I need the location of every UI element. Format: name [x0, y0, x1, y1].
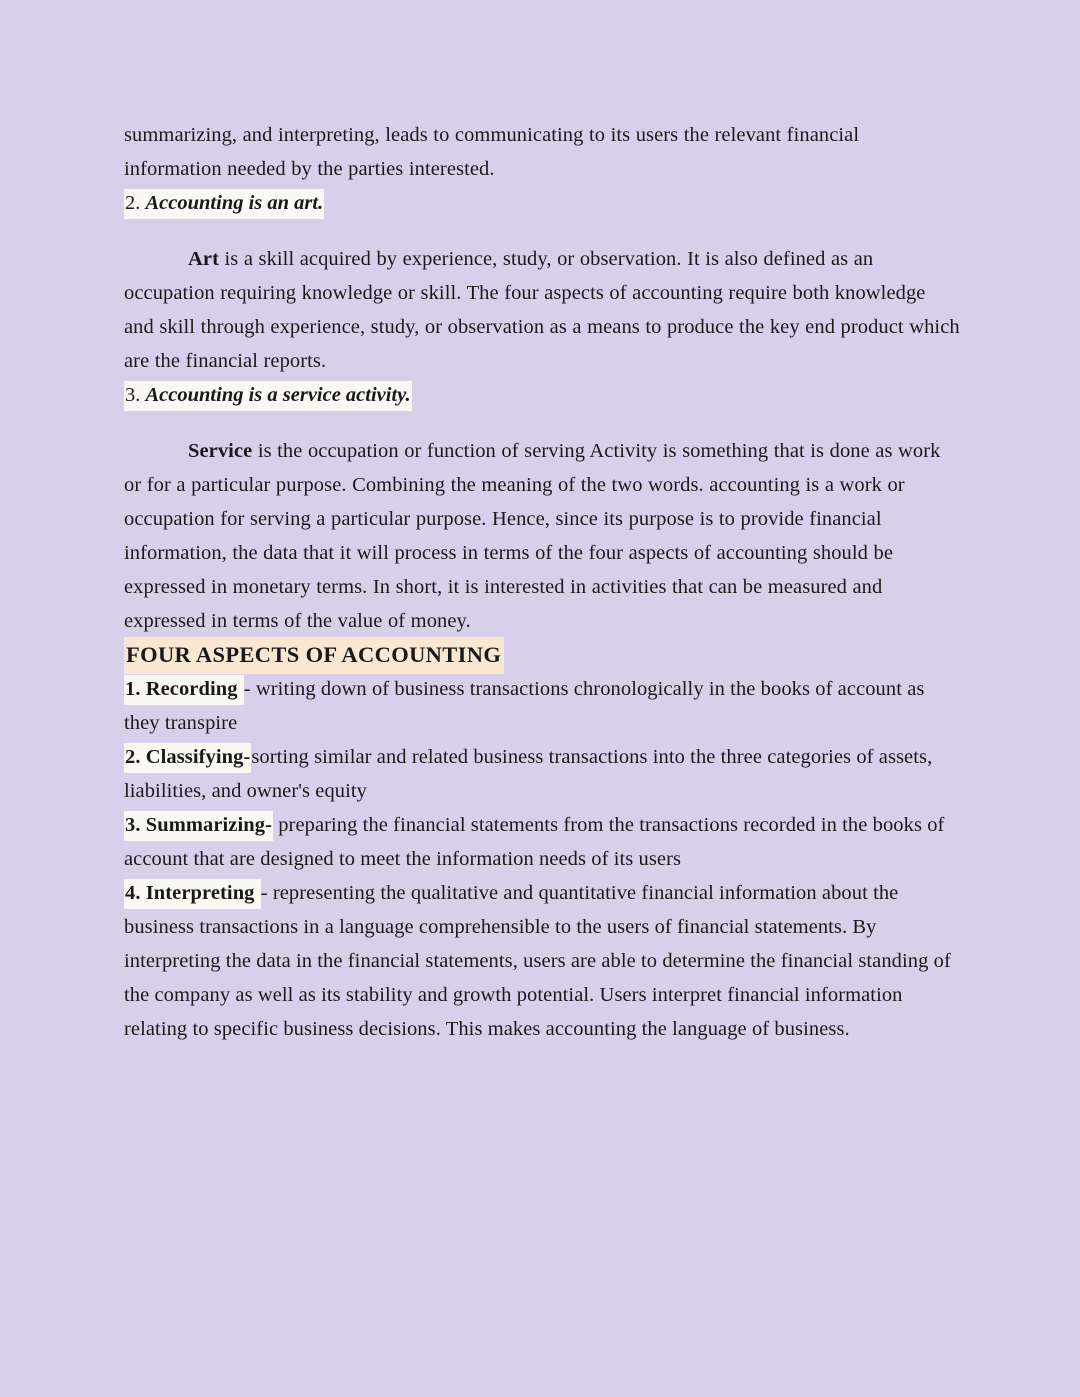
aspect-4-separator: -: [260, 882, 273, 904]
list-item: [124, 808, 960, 876]
subheading-accounting-is-an-art: [124, 186, 960, 220]
section-heading-four-aspects: [124, 638, 960, 672]
aspect-1-label: 1. Recording: [124, 675, 244, 705]
subheading-accounting-is-a-service-activity: [124, 378, 960, 412]
paragraph-art-lead: Art: [188, 248, 219, 270]
list-item: [124, 876, 960, 1046]
subheading-3-title: Accounting is a service activity.: [145, 384, 411, 406]
subheading-2-number: 2.: [125, 192, 146, 214]
aspect-4-description: representing the qualitative and quantitative financial information about the business transactions in a language comprehensible to the users of financial statements. By interpreting the data in the financial statements, users are able to determine the financial standing of the company as well as its stability and growth potential. Users interpret financial information relating to specific business decisions. This makes accounting the language of business.: [124, 882, 951, 1040]
section-heading-text: FOUR ASPECTS OF ACCOUNTING: [124, 637, 504, 674]
paragraph-art-rest: is a skill acquired by experience, study, or observation. It is also defined as an occupation requiring knowledge or skill. The four aspects of accounting require both knowledge and skill through experience, study, or observation as a means to produce the key end product which are the financial reports.: [124, 248, 960, 372]
intro-paragraph: summarizing, and interpreting, leads to communicating to its users the relevant financial information needed by the parties interested.: [124, 124, 860, 180]
paragraph-service: [124, 434, 960, 638]
aspect-2-label: 2. Classifying-: [124, 743, 251, 773]
aspect-4-label: 4. Interpreting: [124, 879, 261, 909]
list-item: [124, 740, 960, 808]
list-item: [124, 672, 960, 740]
paragraph-art: [124, 242, 960, 378]
aspect-3-description: preparing the financial statements from the transactions recorded in the books of account that are designed to meet the information needs of its users: [124, 814, 945, 870]
subheading-3-number: 3.: [125, 384, 146, 406]
aspect-1-separator: -: [243, 678, 256, 700]
aspect-1-description: writing down of business transactions chronologically in the books of account as they transpire: [124, 678, 925, 734]
paragraph-service-rest: is the occupation or function of serving Activity is something that is done as work or for a particular purpose. Combining the meaning of the two words. accounting is a work or occupation for serving a particular purpose. Hence, since its purpose is to provide financial information, the data that it will process in terms of the four aspects of accounting should be expressed in monetary terms. In short, it is interested in activities that can be measured and expressed in terms of the value of money.: [124, 440, 941, 632]
aspect-3-label: 3. Summarizing-: [124, 811, 273, 841]
subheading-2-title: Accounting is an art.: [145, 192, 324, 214]
aspect-2-description: sorting similar and related business transactions into the three categories of assets, liabilities, and owner's equity: [124, 746, 933, 802]
paragraph-service-lead: Service: [188, 440, 253, 462]
document-body: [124, 118, 960, 1046]
